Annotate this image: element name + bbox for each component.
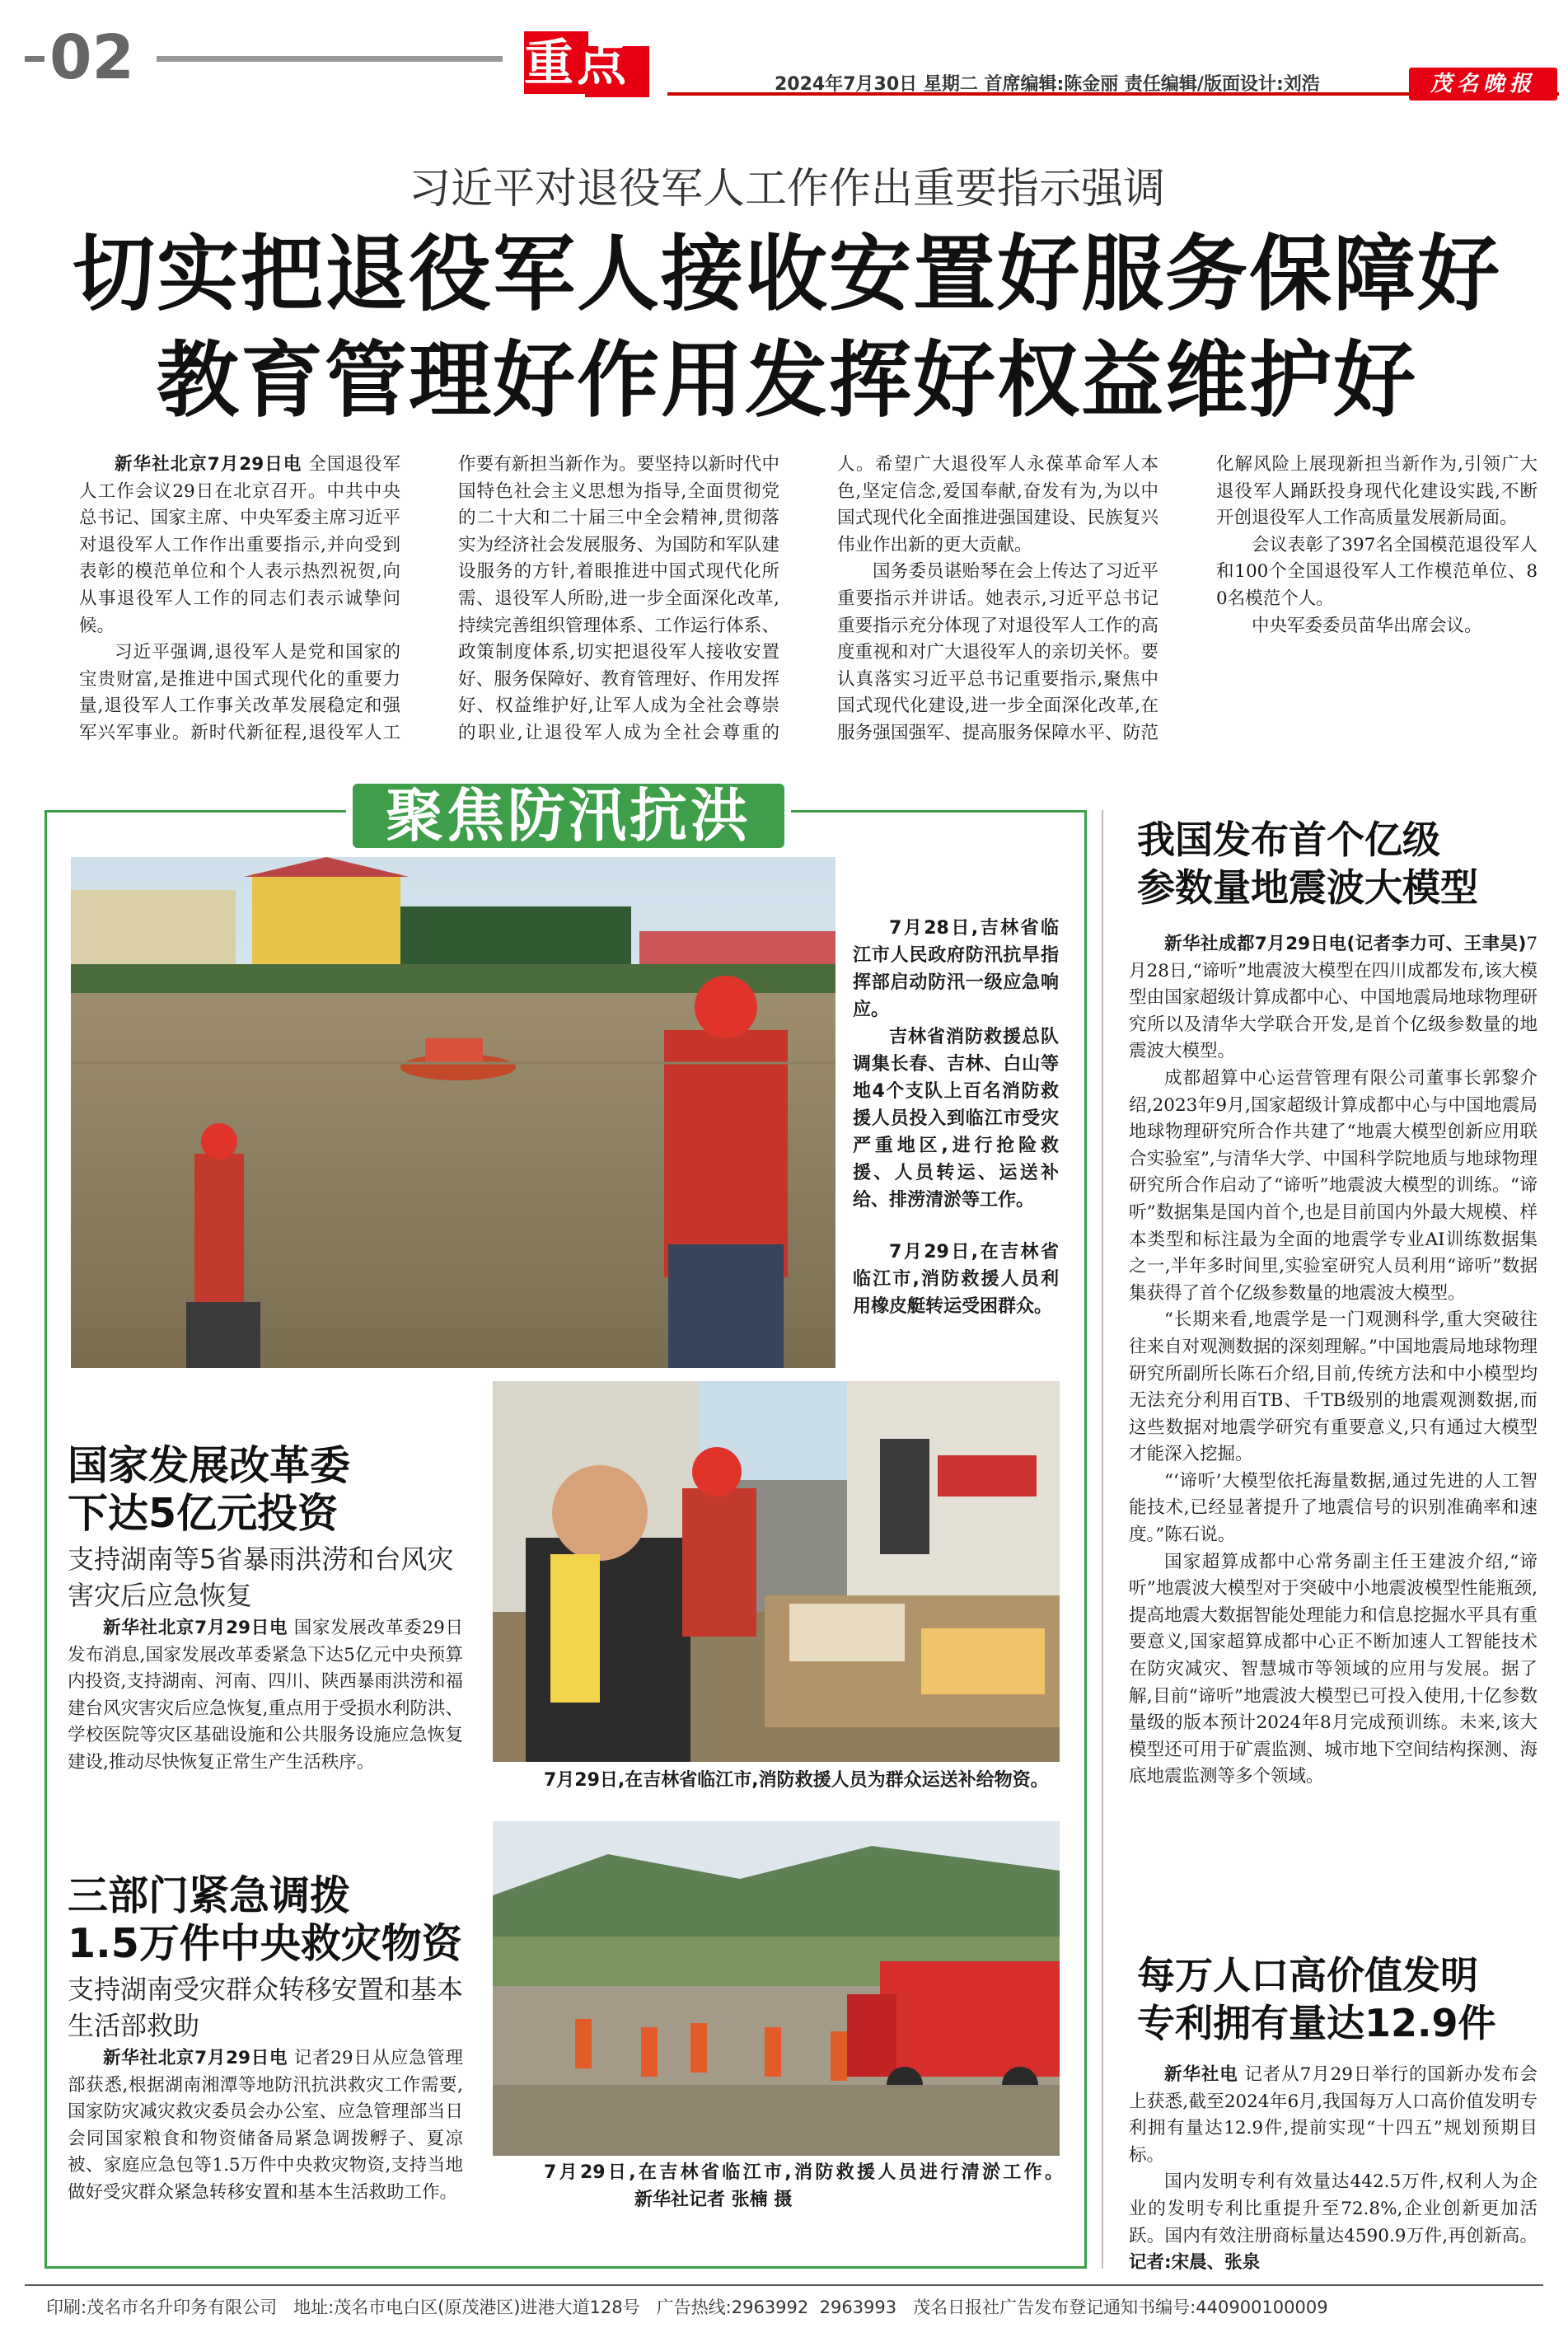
flood-banner-label: 聚焦防汛抗洪 <box>386 782 751 850</box>
story-subtitle: 支持湖南等5省暴雨洪涝和台风灾害灾后应急恢复 <box>68 1543 454 1611</box>
article-headline-1: 切实把退役军人接收安置好服务保障好 <box>73 226 1501 322</box>
story-title: 我国发布首个亿级 参数量地震波大模型 <box>1137 817 1478 910</box>
paragraph: 会议表彰了397名全国模范退役军人和100个全国退役军人工作模范单位、80名模范个人。 <box>1216 534 1538 609</box>
article-kicker: 习近平对退役军人工作作出重要指示强调 <box>408 165 1165 213</box>
story-patents <box>1129 1951 1538 2277</box>
paragraph: 新华社电 记者从7月29日举行的国新办发布会上获悉,截至2024年6月,我国每万人口高价值发明专利拥有量达12.9件,提前实现“十四五”规划预期目标。 <box>1129 2064 1538 2166</box>
footer-rule <box>25 2284 1543 2286</box>
story-subtitle: 支持湖南受灾群众转移安置和基本生活部救助 <box>68 1974 464 2041</box>
silt-cleaning-illustration <box>493 1821 1060 2156</box>
story-ndrc <box>68 1442 463 1777</box>
flood-section-banner <box>346 779 791 853</box>
photo-credit: 新华社记者 张楠 摄 <box>634 2190 793 2210</box>
section-badge <box>524 31 651 97</box>
paragraph: 习近平强调,退役军人是党和国家的宝贵财富,是推进中国式现代化的重要力量,退役军人工作事关改革发展稳定和强军兴军事业。新时代新征程,退役军人工作要有新担当新作为。要坚持以新时代中国特色社会主义思想为指导,全面贯彻党的二十大和二十届三中全会精神,贯彻落实为经济社会发展服务、为国防和军队建设服务的方针,着眼推进中国式现代化所需、退役军人所盼,进一步全面深化改革,持续完善组织管理体系、工作运行体系、政策制度体系,切实把退役军人接收安置好、服务保障好、教育管理好、作用发挥好、权益维护好,让军人成为全社会尊崇的职业,让退役军人成为全社会尊重的人。希望广大退役军人永葆革命军人本色,坚定信念,爱国奉献,奋发有为,为以中国式现代化全面推进强国建设、民族复兴伟业作出新的更大贡献。 <box>79 454 1158 743</box>
byline: (记者李力可、王聿昊) <box>1346 934 1527 954</box>
masthead-text: 茂名晚报 <box>1430 72 1536 96</box>
header-info: 2024年7月30日 星期二 首席编辑:陈金丽 责任编辑/版面设计:刘浩 <box>775 74 1320 95</box>
paragraph: “‘谛听’大模型依托海量数据,通过先进的人工智能技术,已经显著提升了地震信号的识别准确率和速度。”陈石说。 <box>1129 1470 1538 1546</box>
supply-delivery-illustration <box>493 1381 1060 1762</box>
dateline: 新华社成都7月29日电 <box>1164 934 1347 954</box>
photo3-caption: 7月29日,在吉林省临江市,消防救援人员进行清淤工作。 新华社记者 张楠 摄 <box>544 2162 1063 2210</box>
photo2-caption: 7月29日,在吉林省临江市,消防救援人员为群众运送补给物资。 <box>544 1770 1049 1791</box>
paragraph: 中央军委委员苗华出席会议。 <box>1252 615 1482 636</box>
paragraph: 新华社北京7月29日电 国家发展改革委29日发布消息,国家发展改革委紧急下达5亿元中央预算内投资,支持湖南、河南、四川、陕西暴雨洪涝和福建台风灾害灾后应急恢复,重点用于受损水利防洪、学校医院等灾区基础设施和公共服务设施应急恢复建设,推动尽快恢复正常生产生活秩序。 <box>68 1618 463 1773</box>
paragraph: 国务委员谌贻琴在会上传达了习近平重要指示并讲话。她表示,习近平总书记重要指示充分体现了对退役军人工作的高度重视和对广大退役军人的亲切关怀。要认真落实习近平总书记重要指示,聚焦中国式现代化建设,进一步全面深化改革,在服务强国强军、提高服务保障水平、防范化解风险上展现新担当新作为,引领广大退役军人踊跃投身现代化建设实践,不断开创退役军人工作高质量发展新局面。 <box>837 454 1538 743</box>
dateline: 新华社北京7月29日电 <box>103 2048 288 2068</box>
photo-rescue-flood <box>71 857 835 1368</box>
story-title: 三部门紧急调拨 1.5万件中央救灾物资 <box>68 1872 462 1967</box>
paragraph: 新华社北京7月29日电 记者29日从应急管理部获悉,根据湖南湘潭等地防汛抗洪救灾工作需要,国家防灾减灾救灾委员会办公室、应急管理部当日会同国家粮食和物资储备局紧急调拨孵子、夏凉被、家庭应急包等1.5万件中央救灾物资,支持当地做好受灾群众紧急转移安置和基本生活救助工作。 <box>68 2048 463 2203</box>
paragraph: “长期来看,地震学是一门观测科学,重大突破往往来自对观测数据的深刻理解。”中国地震局地球物理研究所副所长陈石介绍,目前,传统方法和中小模型均无法充分利用百TB、千TB级别的地震观测数据,而这些数据对地震学研究有重要意义,只有通过大模型才能深入挖掘。 <box>1129 1309 1538 1465</box>
section-label: 重点 <box>524 35 630 92</box>
byline: 记者:宋晨、张泉 <box>1129 2252 1261 2274</box>
photo-silt-cleaning <box>493 1821 1060 2156</box>
paragraph: 国家超算成都中心常务副主任王建波介绍,“谛听”地震波大模型对于突破中小地震波模型性能瓶颈,提高地震大数据智能处理能力和信息挖掘水平具有重要意义,国家超算成都中心正不断加速人工智能技术在防灾减灾、智慧城市等领域的应用与发展。据了解,目前“谛听”地震波大模型已可投入使用,十亿参数量级的版本预计2024年8月完成预训练。未来,该大模型还可用于矿震监测、城市地下空间结构探测、海底地震监测等多个领域。 <box>1129 1551 1538 1787</box>
article-headline-2: 教育管理好作用发挥好权益维护好 <box>157 332 1417 429</box>
dateline: 新华社电 <box>1164 2064 1238 2085</box>
column-divider <box>1102 810 1103 2269</box>
paragraph: 新华社北京7月29日电 全国退役军人工作会议29日在北京召开。中共中央总书记、国家主席、中央军委主席习近平对退役军人工作作出重要指示,并向受到表彰的模范单位和个人表示热烈祝贺,向从事退役军人工作的同志们表示诚挚问候。 <box>79 454 400 636</box>
paragraph: 国内发明专利有效量达442.5万件,权利人为企业的发明专利比重提升至72.8%,企业创新更加活跃。国内有效注册商标量达4590.9万件,再创新高。 记者:宋晨、张泉 <box>1129 2171 1538 2274</box>
caption-paragraph: 吉林省消防救援总队调集长春、吉林、白山等地4个支队上百名消防救援人员投入到临江市受灾严重地区,进行抢险救援、人员转运、运送补给、排涝清淤等工作。 <box>853 1027 1059 1211</box>
main-article-body <box>79 452 1538 748</box>
story-title: 每万人口高价值发明 专利拥有量达12.9件 <box>1137 1953 1496 2045</box>
caption-paragraph: 7月29日,在吉林省临江市,消防救援人员利用橡皮艇转运受困群众。 <box>853 1242 1059 1317</box>
dateline: 新华社北京7月29日电 <box>103 1618 288 1638</box>
story-relief-supplies <box>68 1872 463 2207</box>
story-title: 国家发展改革委 下达5亿元投资 <box>68 1442 351 1537</box>
footer-info: 印刷:茂名市名升印务有限公司 地址:茂名市电白区(原茂港区)进港大道128号 广告热线:2963992 2963993 茂名日报社广告发布登记通知书编号:440900100009 <box>46 2298 1328 2317</box>
header-left-rule <box>157 56 503 62</box>
paragraph: 新华社成都7月29日电(记者李力可、王聿昊)7月28日,“谛听”地震波大模型在四川成都发布,该大模型由国家超级计算成都中心、中国地震局地球物理研究所以及清华大学联合开发,是首个亿级参数量的地震波大模型。 <box>1129 934 1538 1062</box>
page-number: 02 <box>49 22 134 93</box>
page-header <box>0 0 1568 99</box>
story-earthquake-model <box>1129 816 1538 1791</box>
page-number-dash <box>25 56 44 62</box>
flood-rescue-illustration <box>71 857 835 1368</box>
photo1-caption <box>853 915 1059 1320</box>
caption-paragraph: 7月28日,吉林省临江市人民政府防汛抗旱指挥部启动防汛一级应急响应。 <box>853 918 1059 1020</box>
dateline: 新华社北京7月29日电 <box>115 454 302 475</box>
masthead-logo <box>1409 68 1557 101</box>
paragraph: 成都超算中心运营管理有限公司董事长郭黎介绍,2023年9月,国家超级计算成都中心与中国地震局地球物理研究所合作共建了“地震大模型创新应用联合实验室”,与清华大学、中国科学院地质与地球物理研究所合作启动了“谛听”地震波大模型的训练。“谛听”数据集是国内首个,也是目前国内外最大规模、样本类型和标注最为全面的地震学专业AI训练数据集之一,半年多时间里,实验室研究人员利用“谛听”数据集获得了首个亿级参数量的地震波大模型。 <box>1129 1067 1538 1304</box>
photo-supply-delivery <box>493 1381 1060 1762</box>
